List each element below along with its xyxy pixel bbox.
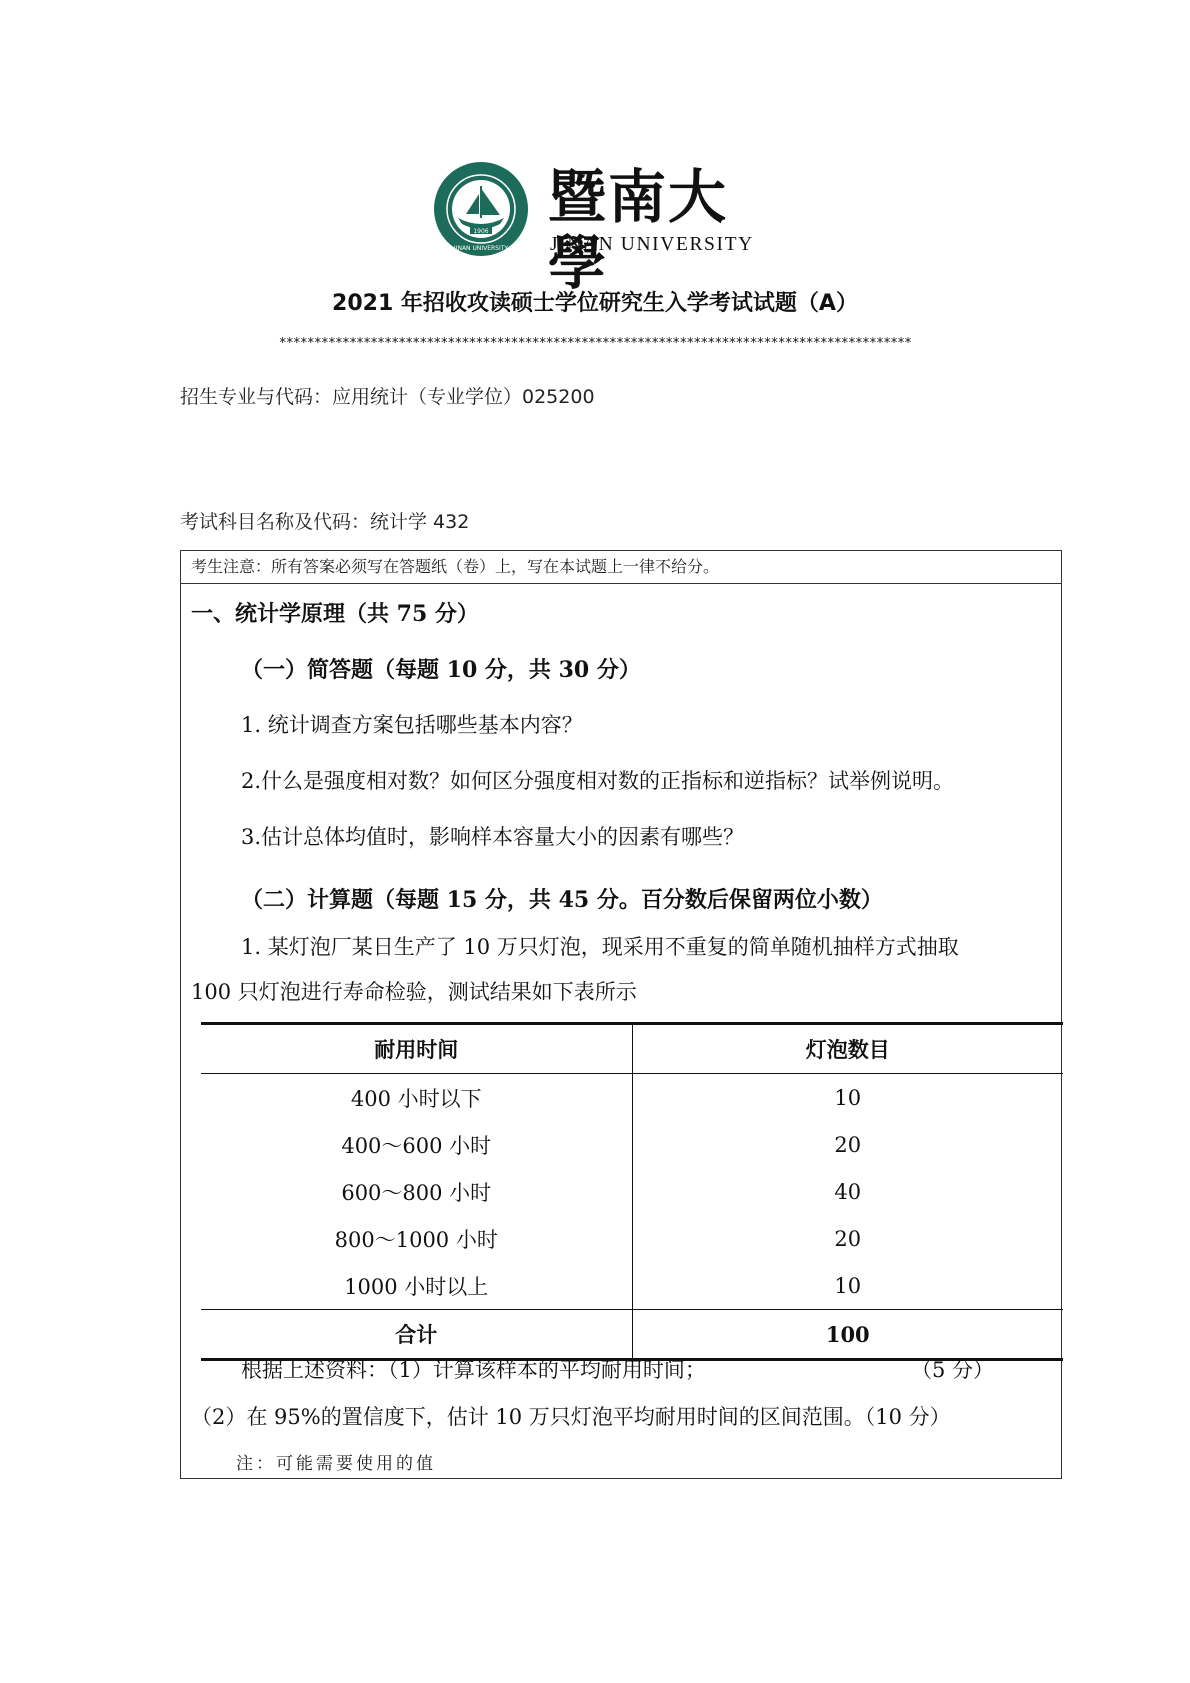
table-cell-count: 10	[834, 1273, 862, 1298]
sub-question-1: 根据上述资料：（1）计算该样本的平均耐用时间；	[241, 1358, 706, 1382]
table-cell-count: 10	[834, 1085, 862, 1110]
table-row	[201, 1215, 1063, 1262]
table-cell-duration: 400 小时以下	[201, 1074, 632, 1122]
table-cell-count: 20	[834, 1132, 862, 1157]
table-header-duration: 耐用时间	[201, 1024, 632, 1074]
lifetime-table	[201, 1022, 1063, 1361]
exam-title: 2021 年招收攻读硕士学位研究生入学考试试题（A）	[332, 291, 858, 316]
table-total-row	[201, 1310, 1063, 1360]
candidate-notice: 考生注意：所有答案必须写在答题纸（卷）上，写在本试题上一律不给分。	[181, 551, 1061, 584]
university-seal-icon	[432, 160, 530, 258]
table-header-count: 灯泡数目	[632, 1024, 1063, 1074]
table-header-row	[201, 1024, 1063, 1074]
calc-question-line-2: 100 只灯泡进行寿命检验，测试结果如下表所示	[191, 980, 637, 1004]
question-2: 2.什么是强度相对数？如何区分强度相对数的正指标和逆指标？试举例说明。	[241, 769, 955, 793]
table-row	[201, 1262, 1063, 1310]
table-row	[201, 1168, 1063, 1215]
svg-text:1906: 1906	[473, 228, 489, 235]
table-cell-count: 20	[834, 1226, 862, 1251]
table-row	[201, 1074, 1063, 1122]
subject-code-line: 考试科目名称及代码：统计学 432	[180, 511, 470, 533]
university-logo	[432, 160, 772, 297]
table-cell-duration: 600～800 小时	[201, 1168, 632, 1215]
sub-question-2: （2）在 95%的置信度下，估计 10 万只灯泡平均耐用时间的区间范围。（10 分）	[191, 1405, 951, 1429]
table-cell-duration: 400～600 小时	[201, 1121, 632, 1168]
question-3: 3.估计总体均值时，影响样本容量大小的因素有哪些？	[241, 825, 745, 849]
table-total-label: 合计	[201, 1310, 632, 1360]
exam-content-box	[180, 550, 1062, 1479]
university-name-cn: 暨南大學	[548, 163, 729, 297]
university-name-en: JINAN UNIVERSITY	[550, 234, 754, 255]
question-1: 1. 统计调查方案包括哪些基本内容？	[241, 713, 583, 737]
table-cell-count: 40	[834, 1179, 862, 1204]
table-cell-duration: 800～1000 小时	[201, 1215, 632, 1262]
major-code-line: 招生专业与代码：应用统计（专业学位）025200	[180, 386, 595, 408]
separator-line: ******************************************************************************************	[278, 336, 912, 351]
sub-question-1-score: （5 分）	[911, 1358, 995, 1382]
svg-text:JINAN UNIVERSITY: JINAN UNIVERSITY	[453, 245, 509, 252]
calc-question-line-1: 1. 某灯泡厂某日生产了 10 万只灯泡，现采用不重复的简单随机抽样方式抽取	[241, 935, 959, 959]
section-heading: 一、统计学原理（共 75 分）	[191, 601, 479, 627]
note-line: 注：可能需要使用的值	[236, 1454, 436, 1474]
calculation-heading: （二）计算题（每题 15 分，共 45 分。百分数后保留两位小数）	[241, 887, 883, 913]
table-total-value: 100	[632, 1310, 1063, 1360]
short-answer-heading: （一）简答题（每题 10 分，共 30 分）	[241, 657, 641, 683]
table-cell-duration: 1000 小时以上	[201, 1262, 632, 1310]
table-row	[201, 1121, 1063, 1168]
